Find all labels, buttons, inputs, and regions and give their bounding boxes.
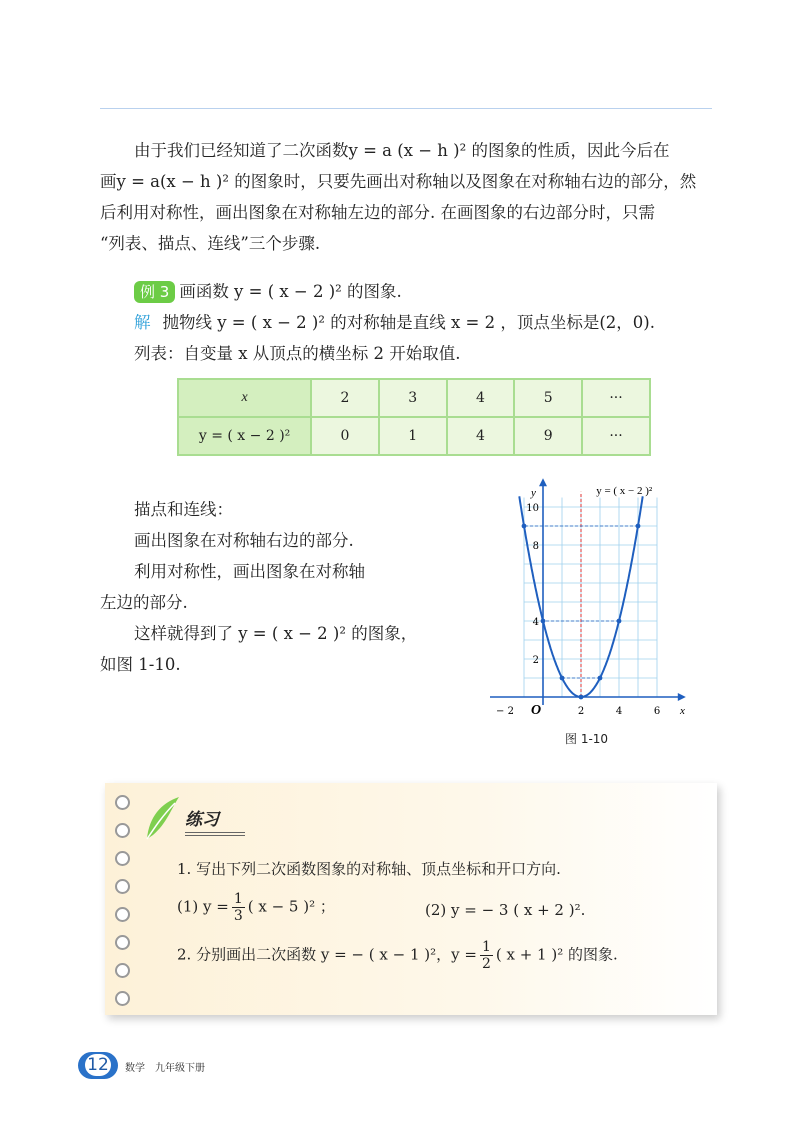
table-cell: 1 (379, 417, 447, 455)
data-point (617, 619, 622, 624)
q1a-suffix: ( x − 5 )² ； (247, 897, 335, 916)
table-header-x: x (178, 379, 311, 417)
fraction (232, 891, 245, 924)
graph-axes (490, 478, 686, 718)
table-cell: 0 (311, 417, 379, 455)
x-tick-label: 4 (615, 706, 623, 717)
data-point (598, 676, 603, 681)
fraction-numerator: 1 (233, 891, 243, 907)
table-cell: 2 (311, 379, 379, 417)
x-tick-label: 2 (577, 706, 585, 717)
table-cell: 9 (514, 417, 582, 455)
table-header-y: y = ( x − 2 )² (178, 417, 311, 455)
table-row (178, 417, 650, 455)
table-cell: 5 (514, 379, 582, 417)
data-point (636, 524, 641, 529)
x-tick-label: 6 (653, 706, 661, 717)
q2-suffix: ( x + 1 )² 的图象. (495, 945, 618, 964)
steps-paragraph (100, 494, 420, 680)
table-cell: 4 (447, 417, 515, 455)
value-table (177, 378, 651, 456)
table-row (178, 379, 650, 417)
table-intro: 列表：自变量 x 从顶点的横坐标 2 开始取值. (134, 344, 461, 363)
y-tick-label: 10 (526, 503, 539, 514)
leaf-icon (141, 793, 183, 843)
table-cell: ··· (582, 417, 650, 455)
solution-line: 抛物线 y = ( x − 2 )² 的对称轴是直线 x = 2 ，顶点坐标是(2，0). (162, 313, 655, 332)
question-1a (177, 891, 335, 924)
page-number: 12 (85, 1054, 111, 1076)
intro-line-2: 画y = a(x − h )² 的图象时，只要先画出对称轴以及图象在对称轴右边的部分，然 (100, 172, 697, 191)
intro-line-1: 由于我们已经知道了二次函数y = a (x − h )² 的图象的性质，因此今后在 (134, 141, 670, 160)
ring-icon (115, 879, 130, 894)
question-1b: (2) y = − 3 ( x + 2 )². (425, 901, 586, 919)
header-rule (100, 108, 712, 109)
q2-prefix: 2. 分别画出二次函数 y = − ( x − 1 )²，y = (177, 945, 477, 964)
intro-line-4: “列表、描点、连线”三个步骤. (100, 234, 321, 253)
table-cell: 4 (447, 379, 515, 417)
practice-box (105, 783, 717, 1015)
title-underline (185, 832, 245, 836)
x-axis-label: x (680, 705, 685, 717)
fraction (480, 939, 493, 972)
intro-line-3: 后利用对称性，画出图象在对称轴左边的部分. 在画图象的右边部分时，只需 (100, 203, 655, 222)
ring-icon (115, 851, 130, 866)
step-line: 这样就得到了 y = ( x − 2 )² 的图象， (134, 624, 418, 643)
data-point (560, 676, 565, 681)
step-line: 如图 1-10. (100, 655, 181, 674)
ring-icon (115, 823, 130, 838)
binder-rings (115, 795, 133, 1019)
table-cell: ··· (582, 379, 650, 417)
y-axis-arrow-icon (539, 478, 547, 486)
fraction-denominator: 3 (233, 908, 243, 924)
y-axis-label: y (531, 486, 536, 499)
page-number-badge (78, 1052, 118, 1079)
y-tick-label: 8 (532, 541, 539, 552)
practice-title: 练习 (185, 810, 219, 830)
ring-icon (115, 963, 130, 978)
origin-label: O (531, 703, 542, 718)
intro-paragraph (100, 135, 715, 259)
fraction-denominator: 2 (481, 956, 491, 972)
parabola-graph (490, 478, 690, 718)
step-line: 左边的部分. (100, 593, 188, 612)
y-tick-label: 4 (532, 617, 539, 628)
footer-text: 数学 九年级下册 (125, 1063, 205, 1074)
table-cell: 3 (379, 379, 447, 417)
step-line: 利用对称性，画出图象在对称轴 (134, 562, 365, 581)
solution-label: 解 (134, 313, 151, 332)
ring-icon (115, 935, 130, 950)
example-block (100, 276, 715, 369)
q1a-prefix: (1) y = (177, 897, 229, 916)
step-line: 画出图象在对称轴右边的部分. (134, 531, 354, 550)
ring-icon (115, 907, 130, 922)
figure-caption: 图 1-10 (565, 732, 609, 746)
data-point (579, 695, 584, 700)
data-point (541, 619, 546, 624)
curve-label: y = ( x − 2 )² (596, 484, 653, 497)
fraction-numerator: 1 (481, 939, 491, 955)
x-tick-label: − 2 (496, 706, 514, 717)
data-point (522, 524, 527, 529)
step-line: 描点和连线： (134, 500, 233, 519)
ring-icon (115, 795, 130, 810)
graph-marks (519, 485, 653, 700)
question-1: 1. 写出下列二次函数图象的对称轴、顶点坐标和开口方向. (177, 860, 561, 878)
question-2 (177, 939, 618, 972)
y-tick-label: 2 (532, 655, 539, 666)
x-axis-arrow-icon (678, 693, 686, 701)
example-statement: 画函数 y = ( x − 2 )² 的图象. (179, 282, 402, 301)
ring-icon (115, 991, 130, 1006)
example-tag: 例 3 (134, 281, 175, 303)
